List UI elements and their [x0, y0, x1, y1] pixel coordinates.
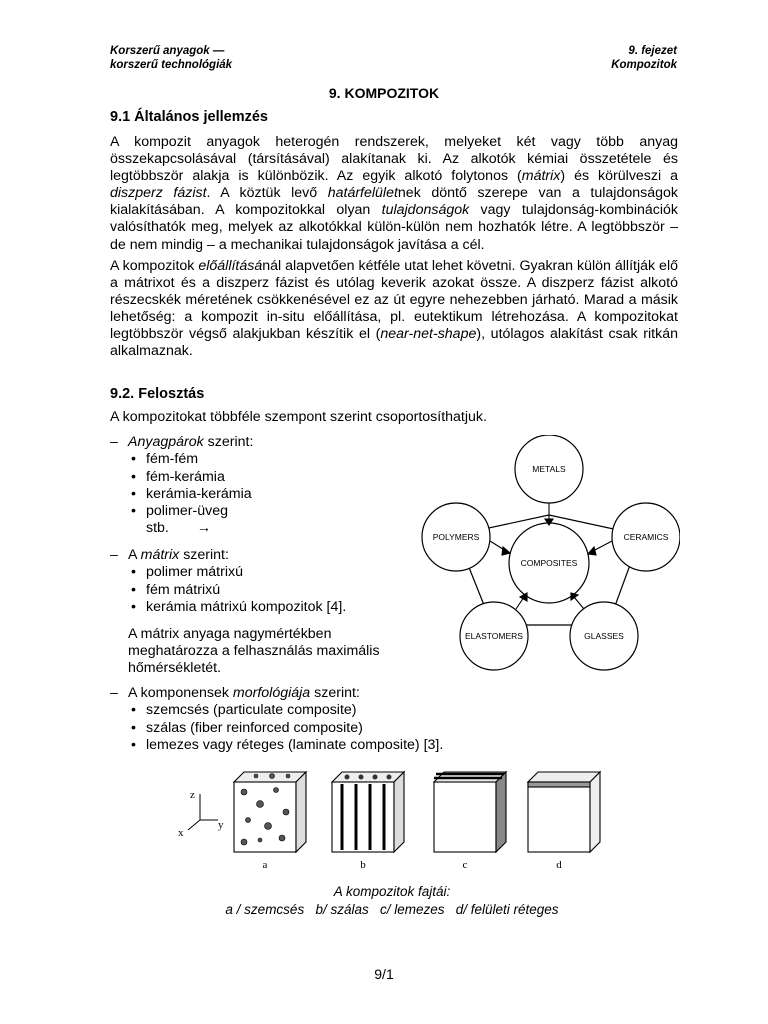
list-etc: stb. →	[146, 520, 212, 537]
list-heading-matrix: – A mátrix szerint:	[110, 547, 410, 564]
list-item: • fém mátrixú	[110, 582, 410, 599]
list-item: • polimer-üveg	[110, 503, 410, 520]
arrow-ceramics	[593, 541, 612, 551]
arrowhead-ceramics	[588, 547, 596, 555]
header-chapter: 9. fejezet	[628, 45, 677, 57]
list-item: • kerámia mátrixú kompozitok [4].	[110, 599, 410, 616]
matrix-note: A mátrix anyaga nagymértékben meghatározza a felhasználás maximális hőmérsékletét.	[128, 626, 380, 677]
list-item: • szálas (fiber reinforced composite)	[110, 720, 610, 737]
section-heading-general: 9.1 Általános jellemzés	[110, 109, 268, 125]
label-glasses: GLASSES	[584, 631, 624, 641]
arrowhead-glasses	[571, 593, 578, 600]
header-book-title: Korszerű anyagok —	[110, 45, 225, 57]
composites-diagram	[418, 435, 680, 675]
axis-z-label: z	[190, 789, 195, 801]
page-number: 9/1	[374, 966, 394, 982]
figure-label-a: a	[262, 859, 268, 871]
cube-surface-layer	[528, 772, 600, 852]
figure-caption-title: A kompozitok fajtái:	[333, 884, 451, 899]
list-heading-material-pairs: – Anyagpárok szerint:	[110, 434, 410, 451]
figure-label-d: d	[556, 859, 562, 871]
right-arrow-icon: →	[196, 520, 212, 537]
paragraph-general-1: A kompozit anyagok heterogén rendszerek, melyeket két vagy több anyag összekapcsolásával (társításával) alakítanak ki. Az alkotók kémiai összetétele és legtöbbször alakja is különbözik. Az egyik alkotó folytonos (mátrix) és körülveszi a diszperz fázist. A köztük levő határfelületnek döntő szerepe van a tulajdonságok kialakításában. A kompozitokkal olyan tulajdonságok vagy tulajdonság-kombinációk valósíthatók meg, melyek az alkotókkal külön-külön nem hozhatók létre. A legtöbbször – de nem mindig – a mechanikai tulajdonságok javítása a cél.	[110, 134, 679, 253]
header-chapter-title: Kompozitok	[611, 59, 677, 71]
list-item: • polimer mátrixú	[110, 564, 410, 581]
arrow-glasses	[574, 597, 584, 609]
list-item: • lemezes vagy réteges (laminate composite) [3].	[110, 737, 610, 754]
list-morphology	[110, 685, 610, 754]
list-material-pairs	[110, 434, 410, 538]
label-composites: COMPOSITES	[520, 558, 578, 568]
list-item: • fém-kerámia	[110, 469, 410, 486]
list-matrix	[110, 547, 410, 616]
arrowhead-polymers	[502, 547, 510, 555]
section-heading-classification: 9.2. Felosztás	[110, 386, 205, 402]
list-item: • kerámia-kerámia	[110, 486, 410, 503]
chapter-title: 9. KOMPOZITOK	[328, 85, 440, 101]
label-polymers: POLYMERS	[432, 532, 480, 542]
figure-label-c: c	[462, 859, 468, 871]
list-heading-morphology: – A komponensek morfológiája szerint:	[110, 685, 610, 702]
label-elastomers: ELASTOMERS	[465, 631, 523, 641]
figure-caption-items: a / szemcsés b/ szálas c/ lemezes d/ felületi réteges	[225, 902, 559, 917]
composite-types-figure	[172, 762, 612, 920]
cube-laminate	[434, 772, 506, 852]
list-item: • szemcsés (particulate composite)	[110, 702, 610, 719]
classification-intro: A kompozitokat többféle szempont szerint csoportosíthatjuk.	[110, 409, 487, 425]
paragraph-general-2: A kompozitok előállításánál alapvetően kétféle utat lehet követni. Gyakran külön állítják elő a mátrixot és a diszperz fázist és utólag keverik azokat össze. A diszperz fázist alkotó részecskék méretének csökkenésével ez az út egyre nehezebben járható. Marad a másik lehetőség: a kompozit in-situ előállítása, pl. eutektikum létrehozása. A kompozitokat legtöbbször végső alakjukban készítik el (near-net-shape), utólagos alakítást csak ritkán alkalmaznak.	[110, 258, 678, 360]
list-item: • fém-fém	[110, 451, 410, 468]
axis-x-label: x	[178, 827, 184, 839]
figure-label-b: b	[360, 859, 366, 871]
label-ceramics: CERAMICS	[623, 532, 669, 542]
axis-y-label: y	[218, 819, 224, 831]
header-right	[611, 44, 677, 72]
header-left	[110, 44, 232, 72]
header-book-subtitle: korszerű technológiák	[110, 59, 233, 71]
label-metals: METALS	[532, 464, 566, 474]
